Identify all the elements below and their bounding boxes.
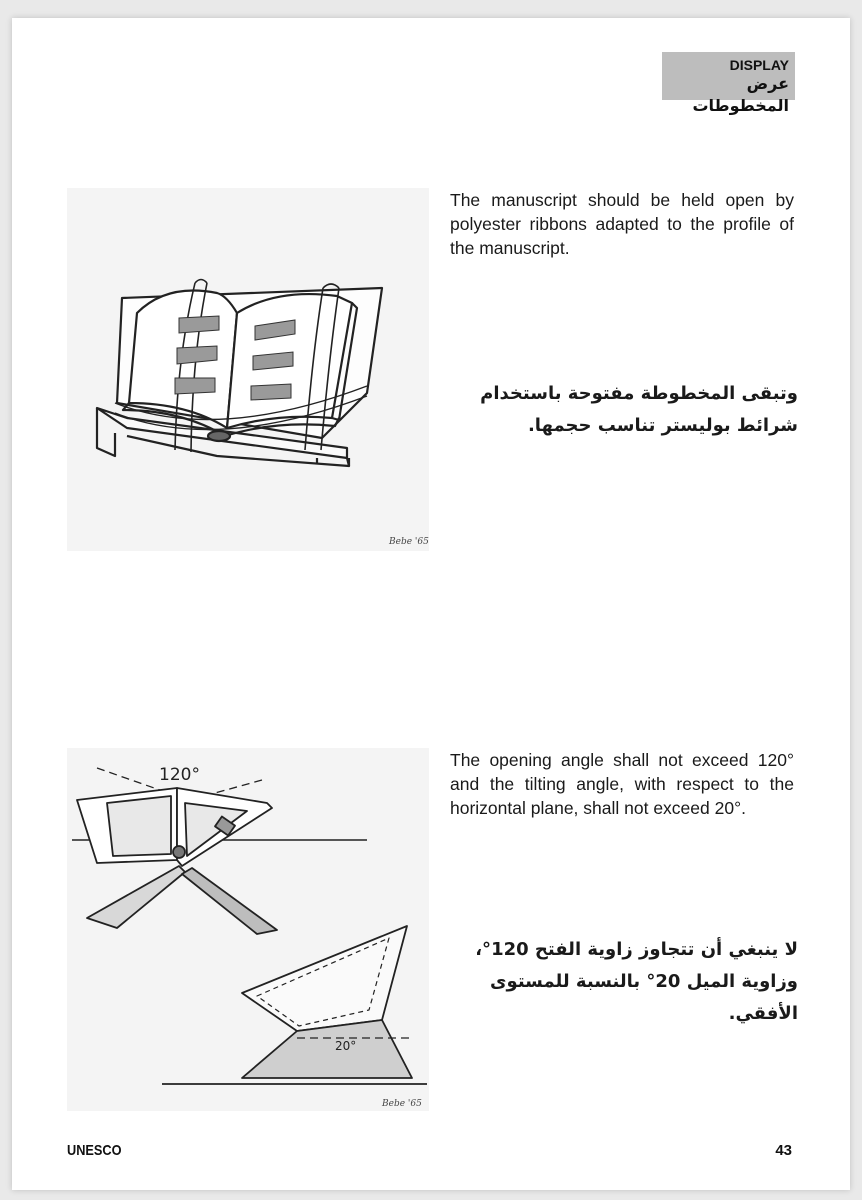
section-tab [662,52,795,115]
section-title-ar: عرض المخطوطات [692,76,789,115]
paragraph-1-arabic: وتبقى المخطوطة مفتوحة باستخدام شرائط بوليستر تناسب حجمها. [480,383,798,436]
angle-diagram-illustration [67,748,429,1111]
figure-1-signature: Bebe '65 [389,537,429,547]
document-page [12,18,850,1190]
book-with-ribbons-drawing [67,188,429,551]
stand-angles-drawing [67,748,429,1111]
figure-2-signature: Bebe '65 [382,1099,422,1109]
page-number: 43 [775,1142,792,1159]
paragraph-1-english: The manuscript should be held open by polyester ribbons adapted to the profile of the manuscript. [450,190,794,258]
tilt-angle-label: 20° [335,1039,357,1053]
footer-publisher: UNESCO [67,1142,122,1159]
manuscript-stand-illustration [67,188,429,551]
paragraph-2-english: The opening angle shall not exceed 120° and the tilting angle, with respect to the horizontal plane, shall not exceed 20°. [450,750,794,818]
paragraph-2-arabic: لا ينبغي أن تتجاوز زاوية الفتح 120°، وزاوية الميل 20° بالنسبة للمستوى الأفقي. [475,939,798,1024]
section-title-en: DISPLAY [729,57,789,73]
opening-angle-label: 120° [159,765,200,785]
